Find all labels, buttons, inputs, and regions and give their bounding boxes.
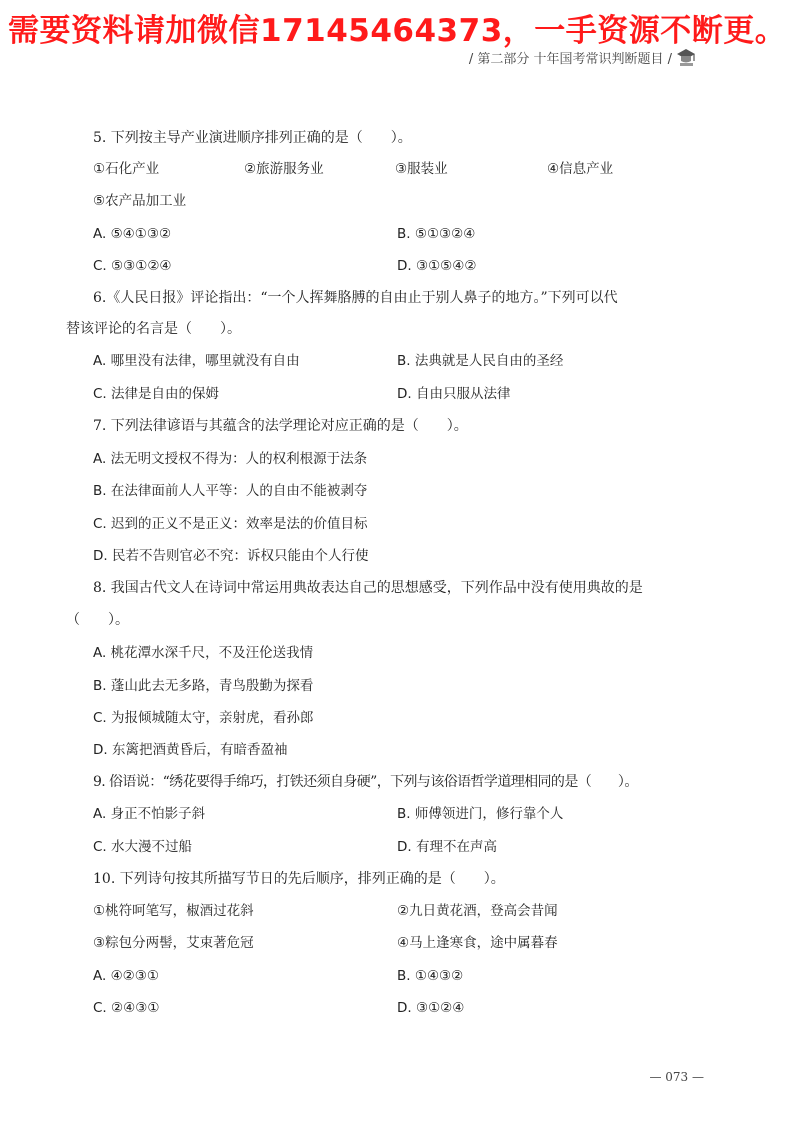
question-6-option-a: A. 哪里没有法律，哪里就没有自由	[93, 353, 300, 369]
question-6-option-c: C. 法律是自由的保姆	[93, 386, 220, 402]
question-9-option-a: A. 身正不怕影子斜	[93, 806, 206, 822]
question-9-option-c: C. 水大漫不过船	[93, 839, 193, 855]
question-5-item-1: ①石化产业	[93, 161, 160, 177]
question-7-option-b: B. 在法律面前人人平等：人的自由不能被剥夺	[93, 483, 368, 499]
question-10-item-3: ③粽包分两髻，艾束著危冠	[93, 935, 254, 951]
question-8-stem-line-1: 8. 我国古代文人在诗词中常运用典故表达自己的思想感受，下列作品中没有使用典故的是	[93, 580, 643, 596]
question-6-stem-line-2: 替该评论的名言是（ ）。	[66, 321, 241, 337]
question-6-stem-line-1: 6.《人民日报》评论指出：“一个人挥舞胳膊的自由止于别人鼻子的地方。”下列可以代	[93, 290, 618, 306]
question-8-stem-line-2: （ ）。	[66, 612, 129, 628]
page-number: — 073 —	[649, 1070, 704, 1084]
question-5-option-c: C. ⑤③①②④	[93, 258, 172, 274]
question-5-option-b: B. ⑤①③②④	[397, 226, 476, 242]
question-5-item-4: ④信息产业	[547, 161, 614, 177]
question-5-item-2: ②旅游服务业	[244, 161, 324, 177]
question-8-option-a: A. 桃花潭水深千尺，不及汪伦送我情	[93, 645, 314, 661]
question-5-item-5: ⑤农产品加工业	[93, 193, 187, 209]
question-8-option-c: C. 为报倾城随太守，亲射虎，看孙郎	[93, 710, 314, 726]
running-header: / 第二部分 十年国考常识判断题目 /	[468, 52, 672, 67]
watermark-banner: 需要资料请加微信17145464373，一手资源不断更。	[8, 13, 787, 49]
question-10-stem: 10. 下列诗句按其所描写节日的先后顺序，排列正确的是（ ）。	[93, 871, 505, 887]
question-5-item-3: ③服装业	[395, 161, 448, 177]
question-10-option-a: A. ④②③①	[93, 968, 159, 984]
question-10-item-4: ④马上逢寒食，途中属暮春	[397, 935, 558, 951]
question-10-option-b: B. ①④③②	[397, 968, 464, 984]
question-9-option-d: D. 有理不在声高	[397, 839, 497, 855]
graduation-cap-icon	[676, 46, 696, 68]
question-5-option-d: D. ③①⑤④②	[397, 258, 477, 274]
question-10-item-1: ①桃符呵笔写，椒酒过花斜	[93, 903, 254, 919]
question-8-option-d: D. 东篱把酒黄昏后，有暗香盈袖	[93, 742, 288, 758]
question-9-option-b: B. 师傅领进门，修行靠个人	[397, 806, 564, 822]
question-5-option-a: A. ⑤④①③②	[93, 226, 172, 242]
question-7-option-a: A. 法无明文授权不得为：人的权利根源于法条	[93, 451, 368, 467]
question-5-stem: 5. 下列按主导产业演进顺序排列正确的是（ ）。	[93, 130, 412, 146]
question-7-stem: 7. 下列法律谚语与其蕴含的法学理论对应正确的是（ ）。	[93, 418, 468, 434]
question-7-option-c: C. 迟到的正义不是正义：效率是法的价值目标	[93, 516, 368, 532]
question-10-option-c: C. ②④③①	[93, 1000, 160, 1016]
question-9-stem: 9. 俗语说：“绣花要得手绵巧，打铁还须自身硬”，下列与该俗语哲学道理相同的是（ ）。	[93, 774, 638, 790]
question-6-option-b: B. 法典就是人民自由的圣经	[397, 353, 564, 369]
question-6-option-d: D. 自由只服从法律	[397, 386, 511, 402]
question-10-item-2: ②九日黄花酒，登高会昔闻	[397, 903, 558, 919]
question-8-option-b: B. 蓬山此去无多路，青鸟殷勤为探看	[93, 678, 314, 694]
question-7-option-d: D. 民若不告则官必不究：诉权只能由个人行使	[93, 548, 369, 564]
question-10-option-d: D. ③①②④	[397, 1000, 465, 1016]
